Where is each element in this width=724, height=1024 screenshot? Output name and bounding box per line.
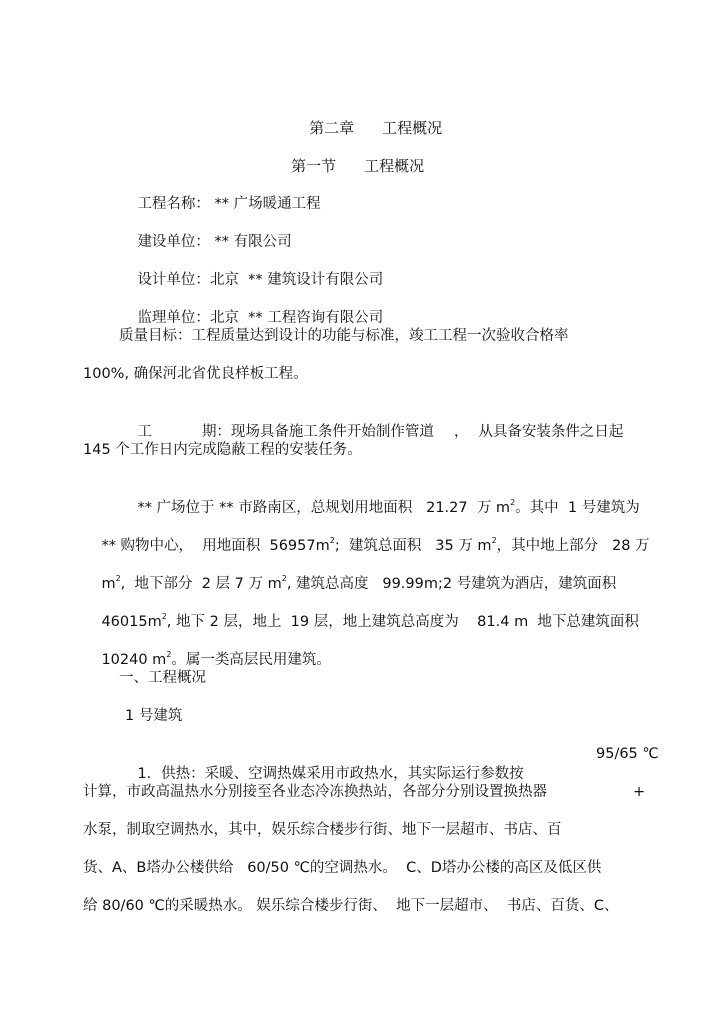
heating-line-3: 水泵，制取空调热水，其中，娱乐综合楼步行街、地下一层超市、书店、百 bbox=[83, 822, 562, 838]
superscript: 2 bbox=[510, 498, 516, 507]
heating-plus: + bbox=[633, 784, 646, 800]
info-label: 建设单位： bbox=[137, 234, 210, 250]
overview-text: ** 购物中心， 用地面积 56957m bbox=[101, 538, 330, 554]
overview-text: ; 建筑总面积 35 万 m bbox=[334, 538, 492, 554]
heating-param: 95/65 ℃ bbox=[596, 746, 659, 762]
schedule-cont: 从具备安装条件之日起 bbox=[478, 424, 624, 440]
heating-line-4: 货、A、B塔办公楼供给 60/50 ℃的空调热水。 C、D塔办公楼的高区及低区供 bbox=[83, 860, 602, 876]
superscript: 2 bbox=[329, 536, 335, 545]
schedule-label-b: 期：现场具备施工条件开始制作管道 bbox=[201, 424, 434, 440]
superscript: 2 bbox=[161, 612, 167, 621]
heating-text: 1．供热：采暖、空调热媒采用市政热水，其实际运行参数按 bbox=[137, 766, 524, 782]
superscript: 2 bbox=[281, 574, 287, 583]
sub-heading-overview: 一、工程概况 bbox=[119, 670, 206, 686]
info-label: 设计单位： bbox=[137, 272, 210, 288]
overview-text: ，其中地上部分 28 万 bbox=[496, 538, 650, 554]
overview-text: 10240 m bbox=[101, 652, 167, 668]
info-value: ** 有限公司 bbox=[209, 234, 292, 250]
superscript: 2 bbox=[166, 650, 172, 659]
schedule-comma: ， bbox=[453, 424, 469, 440]
overview-text: 。其中 1 号建筑为 bbox=[515, 500, 640, 516]
overview-text: , 地下部分 2 层 7 万 m bbox=[120, 576, 282, 592]
superscript: 2 bbox=[115, 574, 121, 583]
overview-text: , 建筑总高度 99.99m;2 号建筑为酒店，建筑面积 bbox=[286, 576, 617, 592]
overview-text: 。属一类高层民用建筑。 bbox=[171, 652, 331, 668]
overview-text: , 地下 2 层，地上 19 层，地上建筑总高度为 81.4 m 地下总建筑面积 bbox=[166, 614, 639, 630]
quality-line-2: 100%, 确保河北省优良样板工程。 bbox=[83, 366, 308, 382]
section-title: 工程概况 bbox=[364, 157, 425, 175]
info-label: 工程名称： bbox=[137, 196, 210, 212]
schedule-line-2: 145 个工作日内完成隐蔽工程的安装任务。 bbox=[83, 442, 362, 458]
info-value: 北京 ** 建筑设计有限公司 bbox=[209, 272, 384, 288]
quality-line-1: 质量目标：工程质量达到设计的功能与标准，竣工工程一次验收合格率 bbox=[119, 328, 569, 344]
heating-line-5: 给 80/60 ℃的采暖热水。 娱乐综合楼步行街、 地下一层超市、 书店、百货、C、 bbox=[83, 898, 619, 914]
heating-line-2: 计算，市政高温热水分别接至各业态冷冻换热站，各部分分别设置换热器 bbox=[83, 784, 547, 800]
schedule-label-a: 工 bbox=[137, 424, 152, 440]
chapter-title: 工程概况 bbox=[382, 119, 443, 137]
chapter-number: 第二章 bbox=[309, 119, 355, 137]
overview-text: ** 广场位于 ** 市路南区，总规划用地面积 21.27 万 m bbox=[137, 500, 511, 516]
info-value: ** 广场暖通工程 bbox=[209, 196, 321, 212]
overview-text: 46015m bbox=[101, 614, 162, 630]
overview-text: m bbox=[101, 576, 116, 592]
section-number: 第一节 bbox=[291, 157, 337, 175]
info-label: 监理单位： bbox=[137, 310, 210, 326]
sub-heading-building-1: 1 号建筑 bbox=[125, 708, 183, 724]
superscript: 2 bbox=[491, 536, 497, 545]
info-value: 北京 ** 工程咨询有限公司 bbox=[209, 310, 384, 326]
